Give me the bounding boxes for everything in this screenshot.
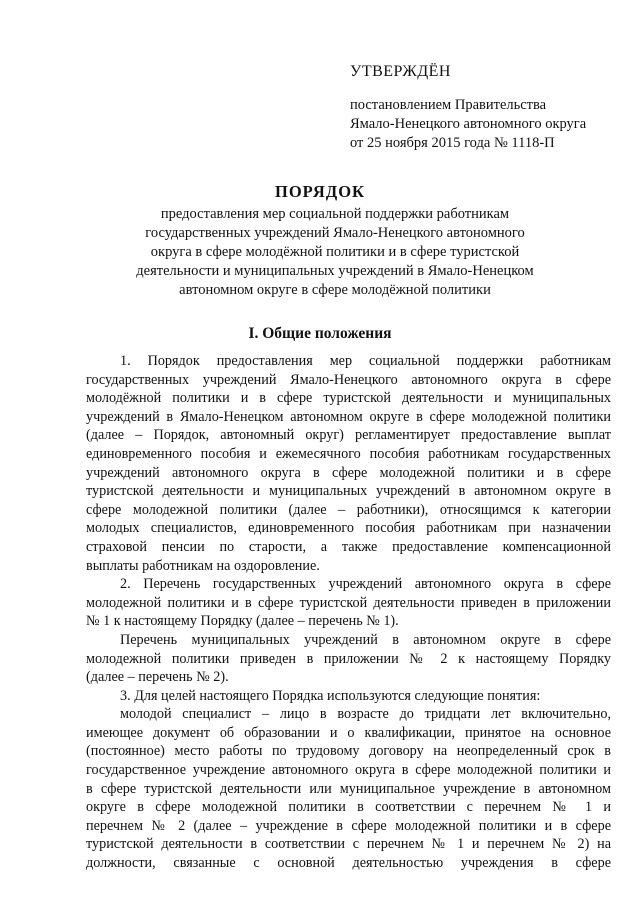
subtitle-line: государственных учреждений Ямало-Ненецкого автономного (145, 225, 525, 241)
subtitle-line: деятельности и муниципальных учреждений в Ямало-Ненецком (136, 263, 534, 279)
body-line: молодежной политики приведен в приложении № 2 к настоящему Порядку (86, 650, 611, 667)
approval-line: от 25 ноября 2015 года № 1118-П (350, 135, 555, 151)
body-line: государственных учреждений Ямало-Ненецкого автономного округа в сфере (86, 371, 611, 388)
section-heading: I. Общие положения (248, 325, 392, 342)
body-line: (далее – перечень № 2). (86, 669, 229, 686)
subtitle-line: автономном округе в сфере молодёжной политики (179, 282, 491, 298)
body-line: должности, связанные с основной деятельностью учреждения в сфере (86, 855, 611, 872)
document-title: ПОРЯДОК (275, 182, 365, 201)
body-line: перечнем № 2 (далее – учреждение в сфере молодежной политики и в сфере (86, 817, 611, 834)
body-line: имеющее документ об образовании и о квалификации, принятое на основное (86, 724, 611, 741)
body-line: туристской деятельности в соответствии с перечнем № 1 и перечнем № 2) на (86, 836, 611, 853)
body-line: 3. Для целей настоящего Порядка используются следующие понятия: (120, 687, 541, 704)
body-line: молодёжной политики и в сфере туристской деятельности и муниципальных (86, 390, 611, 407)
body-line: государственное учреждение автономного округа в сфере молодежной политики и (86, 762, 611, 779)
body-line: 1. Порядок предоставления мер социальной поддержки работникам (120, 353, 611, 369)
approval-block (350, 62, 630, 153)
body-line: учреждений автономного округа в сфере молодежной политики и в сфере (86, 464, 611, 481)
body-line: сфере молодежной политики (далее – работники), относящимся к категории (86, 501, 611, 518)
body-line: страховой пенсии по старости, а также предоставление компенсационной (86, 538, 611, 555)
body-line: округе в сфере молодежной политики в соответствии с перечнем № 1 и (86, 799, 611, 816)
body-line: 2. Перечень государственных учреждений автономного округа в сфере (120, 576, 611, 593)
document-body (86, 352, 611, 873)
subtitle-line: предоставления мер социальной поддержки работникам (160, 206, 510, 222)
subtitle-line: округа в сфере молодёжной политики и в сфере туристской (150, 244, 520, 260)
body-line: молодой специалист – лицо в возрасте до тридцати лет включительно, (120, 706, 611, 723)
document-subtitle (100, 205, 570, 300)
body-line: № 1 к настоящему Порядку (далее – перечень № 1). (86, 613, 399, 630)
body-line: туристской деятельности и муниципальных учреждений в автономном округе в (86, 483, 611, 500)
body-line: (далее – Порядок, автономный округ) регламентирует предоставление выплат (86, 427, 611, 444)
body-line: молодежной политики и в сфере туристской деятельности приведен в приложении (86, 594, 611, 611)
body-line: (постоянное) место работы по трудовому договору на неопределенный срок в (86, 743, 611, 760)
approval-heading: УТВЕРЖДЁН (350, 63, 451, 80)
body-line: в сфере туристской деятельности или муниципальное учреждение в автономном (86, 780, 611, 797)
body-line: выплаты работникам на оздоровление. (86, 557, 320, 574)
body-line: единовременного пособия и ежемесячного пособия работникам государственных (86, 445, 611, 462)
approval-line: Ямало-Ненецкого автономного округа (350, 116, 587, 132)
approval-line: постановлением Правительства (350, 97, 547, 113)
body-line: Перечень муниципальных учреждений в автономном округе в сфере (120, 631, 611, 648)
body-line: молодых специалистов, единовременного пособия работникам при назначении (86, 520, 611, 537)
body-line: учреждений в Ямало-Ненецком автономном округе в сфере молодежной политики (86, 408, 611, 425)
